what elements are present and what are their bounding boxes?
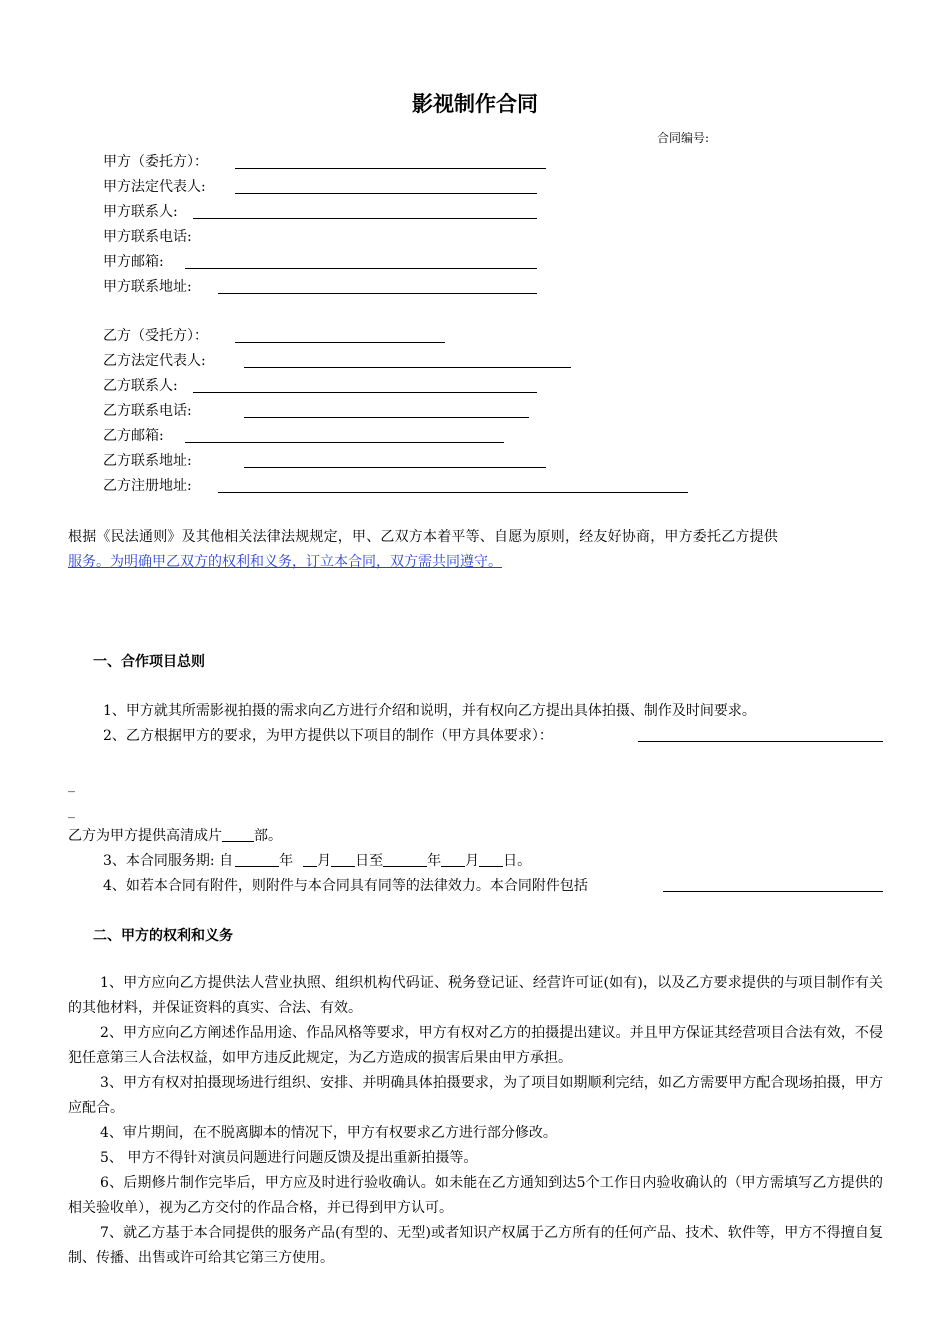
party-a-email-blank[interactable] [185,268,537,269]
year-label: 年 [279,853,294,869]
party-b-email-label: 乙方邮箱: [103,428,164,444]
section-2-item-2: 2、甲方应向乙方阐述作品用途、作品风格等要求，甲方有权对乙方的拍摄提出建议。并且甲方保证其经营项目合法有效，不侵犯任意第三人合法权益，如甲方违反此规定，为乙方造成的损害后果由甲方承担。 [68,1025,883,1066]
year-label: 年 [427,853,442,869]
section-2-heading: 二、甲方的权利和义务 [93,928,233,944]
section-1-item-2: 2、乙方根据甲方的要求，为甲方提供以下项目的制作（甲方具体要求）： [103,728,553,744]
section-1-item-4: 4、如若本合同有附件，则附件与本合同具有同等的法律效力。本合同附件包括 [103,878,588,894]
preamble-line-2[interactable]: 服务。为明确甲乙双方的权利和义务，订立本合同，双方需共同遵守。 [68,554,502,570]
hd-film-count-line [68,825,282,845]
party-a-contact-blank[interactable] [193,218,537,219]
section-2-item-6: 6、后期修片制作完毕后，甲方应及时进行验收确认。如未能在乙方通知到达5个工作日内验收确认的（甲方需填写乙方提供的相关验收单），视为乙方交付的作品合格，并已得到甲方认可。 [68,1175,883,1216]
party-b-reg-address-blank[interactable] [218,492,688,493]
end-month-blank[interactable] [441,852,465,867]
party-b-address-blank[interactable] [244,467,546,468]
service-period-line [103,850,531,870]
section-1-item-2-blank[interactable] [638,741,883,742]
attachment-blank[interactable] [663,891,883,892]
start-day-blank[interactable] [331,852,355,867]
party-b-client-blank[interactable] [235,342,445,343]
party-a-phone-label: 甲方联系电话: [103,229,192,245]
party-a-client-blank[interactable] [235,168,546,169]
day-to-label: 日至 [355,853,384,869]
party-b-client-label: 乙方（受托方）： [103,328,208,344]
blank-dash-1: _ [68,777,75,793]
party-b-contact-label: 乙方联系人: [103,378,178,394]
preamble-line-1: 根据《民法通则》及其他相关法律法规规定，甲、乙双方本着平等、自愿为原则，经友好协商，甲方委托乙方提供 [68,529,778,545]
section-1-item-1: 1、甲方就其所需影视拍摄的需求向乙方进行介绍和说明，并有权向乙方提出具体拍摄、制作及时间要求。 [103,703,756,719]
month-label: 月 [465,853,480,869]
end-year-blank[interactable] [383,852,427,867]
section-2-item-7: 7、就乙方基于本合同提供的服务产品(有型的、无型)或者知识产权属于乙方所有的任何产品、技术、软件等，甲方不得擅自复制、传播、出售或许可给其它第三方使用。 [68,1225,883,1266]
party-a-address-blank[interactable] [218,293,537,294]
party-b-phone-blank[interactable] [244,417,529,418]
party-b-rep-blank[interactable] [244,367,571,368]
section-2-item-5: 5、 甲方不得针对演员问题进行问题反馈及提出重新拍摄等。 [100,1150,478,1166]
section-2-item-3: 3、甲方有权对拍摄现场进行组织、安排、并明确具体拍摄要求，为了项目如期顺利完结，如乙方需要甲方配合现场拍摄，甲方应配合。 [68,1075,883,1116]
month-label: 月 [317,853,332,869]
contract-number-label: 合同编号: [657,131,710,145]
party-b-reg-address-label: 乙方注册地址: [103,478,192,494]
party-a-contact-label: 甲方联系人: [103,204,178,220]
party-a-client-label: 甲方（委托方）： [103,154,208,170]
party-b-address-label: 乙方联系地址: [103,453,192,469]
end-day-blank[interactable] [479,852,503,867]
section-2-item-4: 4、审片期间，在不脱离脚本的情况下，甲方有权要求乙方进行部分修改。 [100,1125,557,1141]
party-b-rep-label: 乙方法定代表人: [103,353,206,369]
service-period-label: 3、本合同服务期: 自 [103,853,234,869]
party-a-email-label: 甲方邮箱: [103,254,164,270]
party-a-rep-blank[interactable] [235,193,537,194]
start-year-blank[interactable] [235,852,279,867]
section-1-heading: 一、合作项目总则 [93,654,205,670]
party-b-phone-label: 乙方联系电话: [103,403,192,419]
start-month-blank[interactable] [303,852,317,867]
hd-film-count-blank[interactable] [222,827,254,842]
party-b-contact-blank[interactable] [193,392,537,393]
section-2-item-1: 1、甲方应向乙方提供法人营业执照、组织机构代码证、税务登记证、经营许可证(如有)，以及乙方要求提供的与项目制作有关的其他材料，并保证资料的真实、合法、有效。 [68,975,883,1016]
party-b-email-blank[interactable] [185,442,504,443]
hd-film-count-unit: 部。 [254,828,282,844]
page-title: 影视制作合同 [412,92,538,116]
blank-dash-2: _ [68,803,75,819]
day-label: 日。 [503,853,532,869]
party-a-address-label: 甲方联系地址: [103,279,192,295]
hd-film-count-text: 乙方为甲方提供高清成片 [68,828,222,844]
party-a-rep-label: 甲方法定代表人: [103,179,206,195]
